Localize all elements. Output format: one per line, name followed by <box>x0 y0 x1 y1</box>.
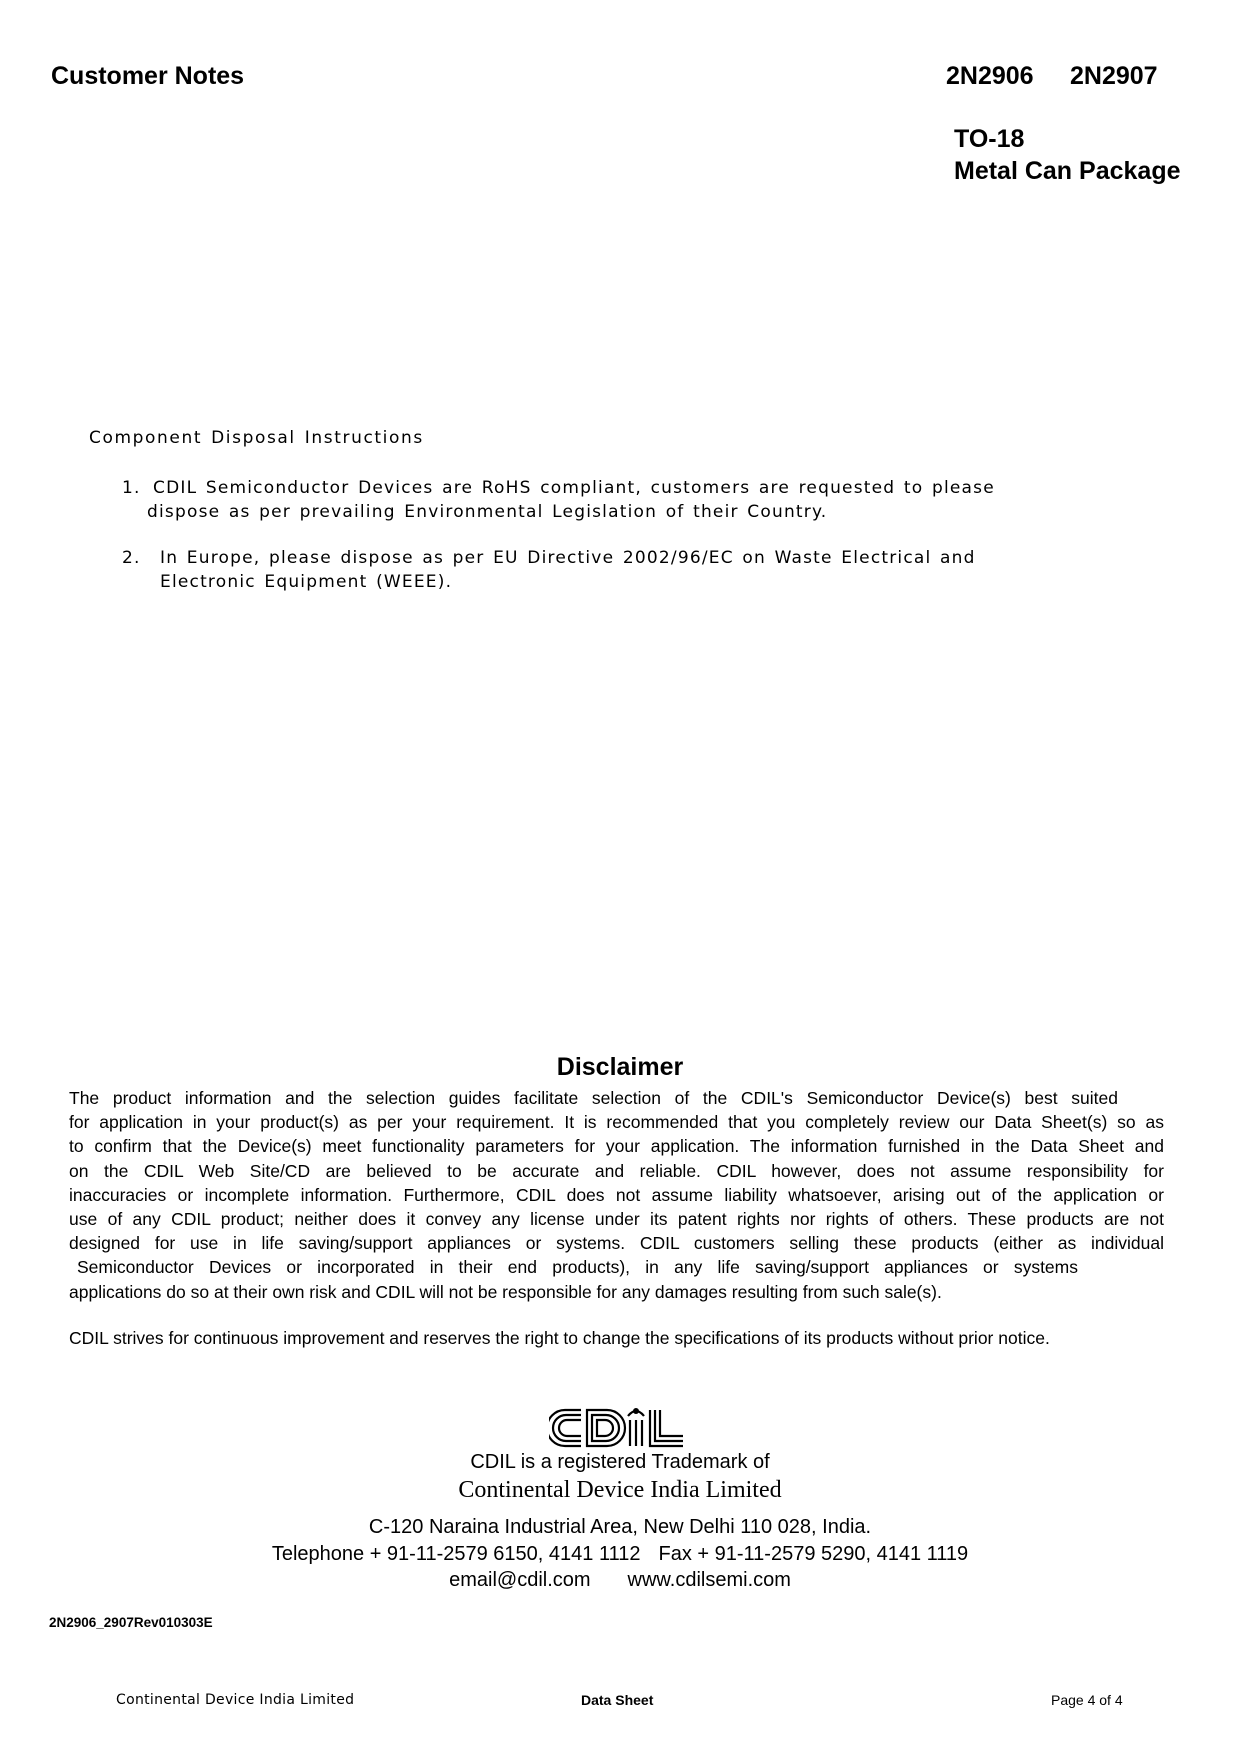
disclaimer-line: applications do so at their own risk and CDIL will not be responsible for any damages resulting from such sale(s). <box>69 1281 942 1302</box>
company-name: Continental Device India Limited <box>458 1477 782 1503</box>
trademark-line: CDIL is a registered Trademark of <box>470 1451 770 1473</box>
footer-page-number: Page 4 of 4 <box>1051 1692 1123 1708</box>
disposal-item-1-line-2: dispose as per prevailing Environmental Legislation of their Country. <box>147 502 828 522</box>
telephone: Telephone + 91-11-2579 6150, 4141 1112 <box>271 1543 641 1565</box>
disposal-item-1-number: 1. <box>122 478 141 498</box>
page-title: Customer Notes <box>51 62 245 90</box>
disclaimer-body <box>69 1086 1164 1304</box>
company-address: C-120 Naraina Industrial Area, New Delhi 110 028, India. <box>368 1516 872 1538</box>
disclaimer-line: inaccuracies or incomplete information. Furthermore, CDIL does not assume liability whatsoever, arising out of the application or <box>69 1184 1164 1205</box>
disclaimer-line: Semiconductor Devices or incorporated in their end products), in any life saving/support appliances or systems <box>77 1257 1078 1278</box>
part-number-2n2906: 2N2906 <box>946 62 1034 90</box>
disclaimer-line: on the CDIL Web Site/CD are believed to be accurate and reliable. CDIL however, does not assume responsibility for <box>69 1160 1164 1181</box>
part-number-2n2907: 2N2907 <box>1070 62 1158 90</box>
cdil-logo-dot <box>633 1408 639 1414</box>
package-description: Metal Can Package <box>954 157 1181 185</box>
cdil-logo-graphic <box>549 1404 685 1452</box>
email-link[interactable]: email@cdil.com <box>449 1569 591 1591</box>
disclaimer-line: use of any CDIL product; neither does it convey any license under its patent rights nor rights of others. These products are not <box>69 1208 1164 1229</box>
package-type: TO-18 <box>954 125 1025 153</box>
revision-code: 2N2906_2907Rev010303E <box>49 1615 213 1630</box>
footer-company: Continental Device India Limited <box>116 1692 355 1708</box>
disclaimer-heading: Disclaimer <box>556 1053 684 1081</box>
disclaimer-line: designed for use in life saving/support appliances or systems. CDIL customers selling these products (either as individual <box>69 1233 1164 1254</box>
contact-online <box>0 1567 1240 1593</box>
disposal-item-2-line-1: In Europe, please dispose as per EU Directive 2002/96/EC on Waste Electrical and <box>160 548 976 568</box>
disclaimer-line: to confirm that the Device(s) meet functionality parameters for your application. The information furnished in the Data Sheet and <box>69 1136 1164 1157</box>
disposal-heading: Component Disposal Instructions <box>89 428 424 448</box>
contact-phone-fax <box>0 1541 1240 1567</box>
disposal-item-2-line-2: Electronic Equipment (WEEE). <box>160 572 453 592</box>
fax: Fax + 91-11-2579 5290, 4141 1119 <box>658 1543 969 1565</box>
cdil-logo <box>549 1404 685 1452</box>
disclaimer-line: The product information and the selection guides facilitate selection of the CDIL's Semiconductor Device(s) best suited <box>69 1088 1118 1108</box>
website-link[interactable]: www.cdilsemi.com <box>627 1569 791 1591</box>
disposal-item-2-number: 2. <box>122 548 141 568</box>
footer-doc-type: Data Sheet <box>581 1692 654 1708</box>
disclaimer-line: for application in your product(s) as per your requirement. It is recommended that you completely review our Data Sheet(s) so as <box>69 1112 1164 1133</box>
disposal-item-1-line-1: CDIL Semiconductor Devices are RoHS compliant, customers are requested to please <box>153 478 995 498</box>
improvement-note: CDIL strives for continuous improvement and reserves the right to change the specifications of its products without prior notice. <box>69 1328 1050 1348</box>
